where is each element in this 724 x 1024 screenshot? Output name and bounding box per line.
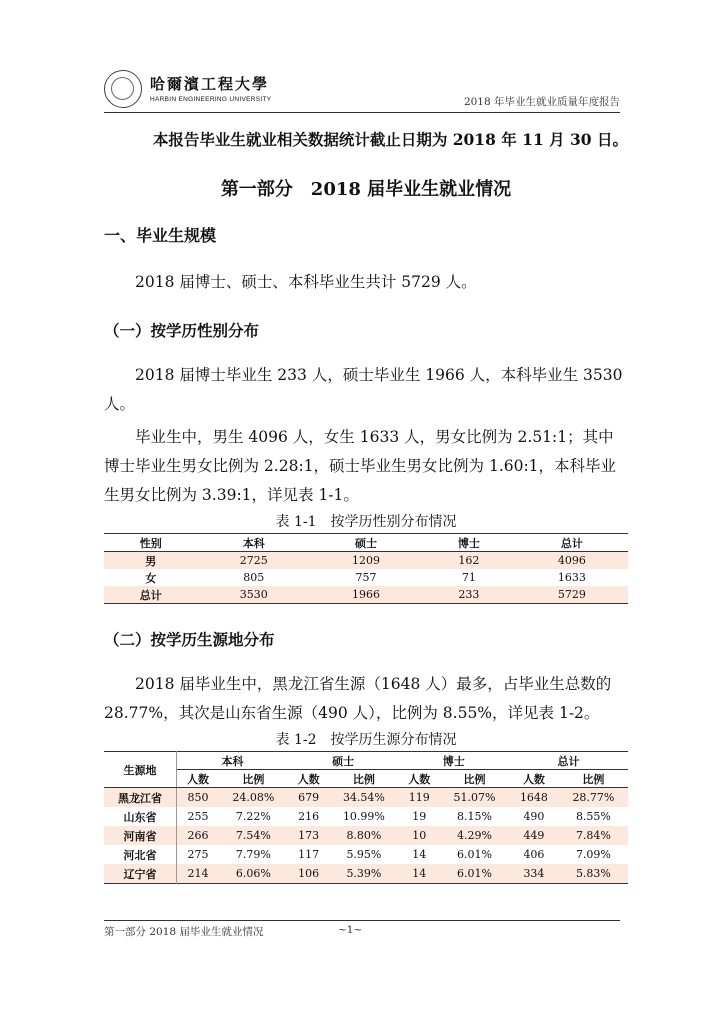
table-cell: 7.22% bbox=[235, 810, 271, 823]
table-cell: 男 bbox=[104, 552, 198, 570]
table-header: 生源地 bbox=[104, 752, 177, 788]
table-caption: 表 1-1 按学历性别分布情况 bbox=[275, 514, 457, 530]
subsection-title: （二）按学历生源地分布 bbox=[104, 630, 275, 649]
table-cell: 8.80% bbox=[329, 826, 398, 845]
table-cell: 19 bbox=[412, 810, 427, 823]
table-cell: 1209 bbox=[310, 552, 422, 570]
table-cell: 266 bbox=[177, 826, 219, 845]
paragraph: 2018 届毕业生中，黑龙江省生源（1648 人）最多，占毕业生总数的 28.77%，其次是山东省生源（490 人），比例为 8.55%，详见表 1-2。 bbox=[104, 675, 612, 722]
table-header: 总计 bbox=[509, 752, 628, 770]
table-header: 人数 bbox=[288, 770, 329, 788]
table-cell: 216 bbox=[298, 810, 320, 823]
gender-table bbox=[104, 533, 628, 604]
table-cell: 275 bbox=[187, 848, 209, 861]
table-cell: 14 bbox=[412, 848, 427, 861]
table-cell: 6.06% bbox=[219, 864, 288, 884]
table-header-row bbox=[104, 534, 628, 552]
table-caption: 表 1-2 按学历生源分布情况 bbox=[275, 732, 457, 748]
table-cell: 7.84% bbox=[559, 826, 628, 845]
table-cell: 5.39% bbox=[329, 864, 398, 884]
paragraph: 毕业生中，男生 4096 人，女生 1633 人，男女比例为 2.51:1；其中博士毕业生男女比例为 2.28:1，硕士毕业生男女比例为 1.60:1，本科毕业生男女比例为 3.39:1，详见表 1-1。 bbox=[104, 428, 617, 504]
table-cell: 10 bbox=[398, 826, 439, 845]
table-cell: 449 bbox=[509, 826, 559, 845]
table-header: 硕士 bbox=[354, 536, 377, 550]
table-header-row bbox=[104, 752, 628, 770]
table-header: 本科 bbox=[242, 536, 265, 550]
table-cell: 河南省 bbox=[104, 826, 177, 845]
table-header: 本科 bbox=[177, 752, 288, 770]
table-cell: 6.01% bbox=[457, 848, 492, 861]
subsection-title: （一）按学历性别分布 bbox=[104, 321, 260, 340]
table-header: 性别 bbox=[139, 536, 162, 550]
table-cell: 757 bbox=[355, 571, 377, 584]
table-header: 比例 bbox=[329, 770, 398, 788]
table-cell: 334 bbox=[509, 864, 559, 884]
table-cell: 8.55% bbox=[575, 810, 611, 823]
table-header: 比例 bbox=[440, 770, 509, 788]
page-footer bbox=[104, 920, 620, 938]
table-header: 总计 bbox=[560, 536, 583, 550]
table-cell: 173 bbox=[288, 826, 329, 845]
table-cell: 山东省 bbox=[104, 807, 177, 826]
university-seal-icon bbox=[104, 70, 142, 108]
university-logo-cn: 哈爾濱工程大學 bbox=[150, 75, 270, 93]
table-cell: 1966 bbox=[310, 586, 422, 604]
table-cell: 黑龙江省 bbox=[104, 788, 177, 808]
table-cell: 117 bbox=[298, 848, 320, 861]
part-title: 第一部分 2018 届毕业生就业情况 bbox=[220, 179, 512, 200]
table-cell: 1648 bbox=[509, 788, 559, 808]
table-cell: 162 bbox=[422, 552, 516, 570]
table-subheader-row bbox=[104, 770, 628, 788]
table-cell: 5729 bbox=[516, 586, 628, 604]
table-cell: 106 bbox=[288, 864, 329, 884]
page-header bbox=[104, 70, 620, 112]
table-cell: 7.79% bbox=[235, 848, 271, 861]
report-title: 2018 年毕业生就业质量年度报告 bbox=[463, 96, 620, 108]
origin-table bbox=[104, 751, 628, 884]
table-cell: 6.01% bbox=[440, 864, 509, 884]
table-row bbox=[104, 552, 628, 570]
table-cell: 5.83% bbox=[559, 864, 628, 884]
table-header: 博士 bbox=[398, 752, 509, 770]
table-cell: 总计 bbox=[104, 586, 198, 604]
table-header: 博士 bbox=[457, 536, 480, 550]
table-row bbox=[104, 788, 628, 808]
table-cell: 51.07% bbox=[440, 788, 509, 808]
table-cell: 214 bbox=[177, 864, 219, 884]
table-row bbox=[104, 586, 628, 604]
table-cell: 71 bbox=[461, 571, 476, 584]
table-cell: 490 bbox=[523, 810, 545, 823]
table-cell: 14 bbox=[398, 864, 439, 884]
table-cell: 255 bbox=[187, 810, 209, 823]
section-title: 一、毕业生规模 bbox=[104, 226, 217, 245]
table-cell: 28.77% bbox=[559, 788, 628, 808]
table-cell: 24.08% bbox=[219, 788, 288, 808]
table-cell: 119 bbox=[398, 788, 439, 808]
table-cell: 679 bbox=[288, 788, 329, 808]
table-cell: 1633 bbox=[557, 571, 586, 584]
data-cutoff-note: 本报告毕业生就业相关数据统计截止日期为 2018 年 11 月 30 日。 bbox=[152, 130, 628, 149]
table-row bbox=[104, 826, 628, 845]
page-content bbox=[104, 130, 628, 884]
table-cell: 7.54% bbox=[219, 826, 288, 845]
table-header: 人数 bbox=[398, 770, 439, 788]
table-header: 比例 bbox=[219, 770, 288, 788]
university-logo-en: HARBIN ENGINEERING UNIVERSITY bbox=[150, 96, 272, 103]
table-header: 比例 bbox=[559, 770, 628, 788]
paragraph: 2018 届博士、硕士、本科毕业生共计 5729 人。 bbox=[135, 273, 477, 291]
table-header: 人数 bbox=[509, 770, 559, 788]
table-cell: 8.15% bbox=[457, 810, 492, 823]
table-cell: 女 bbox=[145, 571, 157, 585]
table-cell: 3530 bbox=[198, 586, 310, 604]
table-cell: 233 bbox=[422, 586, 516, 604]
table-cell: 辽宁省 bbox=[104, 864, 177, 884]
table-cell: 805 bbox=[243, 571, 265, 584]
table-cell: 5.95% bbox=[346, 848, 382, 861]
footer-section-label: 第一部分 2018 届毕业生就业情况 bbox=[104, 926, 264, 938]
footer-divider bbox=[104, 920, 620, 921]
page-number: ~1~ bbox=[338, 924, 363, 936]
table-row bbox=[104, 845, 628, 864]
table-cell: 406 bbox=[523, 848, 545, 861]
table-cell: 10.99% bbox=[342, 810, 385, 823]
table-row bbox=[104, 807, 628, 826]
table-header: 人数 bbox=[177, 770, 219, 788]
table-cell: 2725 bbox=[198, 552, 310, 570]
table-cell: 34.54% bbox=[329, 788, 398, 808]
table-header: 硕士 bbox=[288, 752, 399, 770]
table-cell: 7.09% bbox=[575, 848, 611, 861]
table-cell: 4096 bbox=[516, 552, 628, 570]
header-divider bbox=[104, 112, 620, 113]
table-row bbox=[104, 569, 628, 586]
table-cell: 河北省 bbox=[104, 845, 177, 864]
table-cell: 4.29% bbox=[440, 826, 509, 845]
paragraph: 2018 届博士毕业生 233 人，硕士毕业生 1966 人，本科毕业生 3530 人。 bbox=[104, 366, 623, 413]
table-row bbox=[104, 864, 628, 884]
table-cell: 850 bbox=[177, 788, 219, 808]
